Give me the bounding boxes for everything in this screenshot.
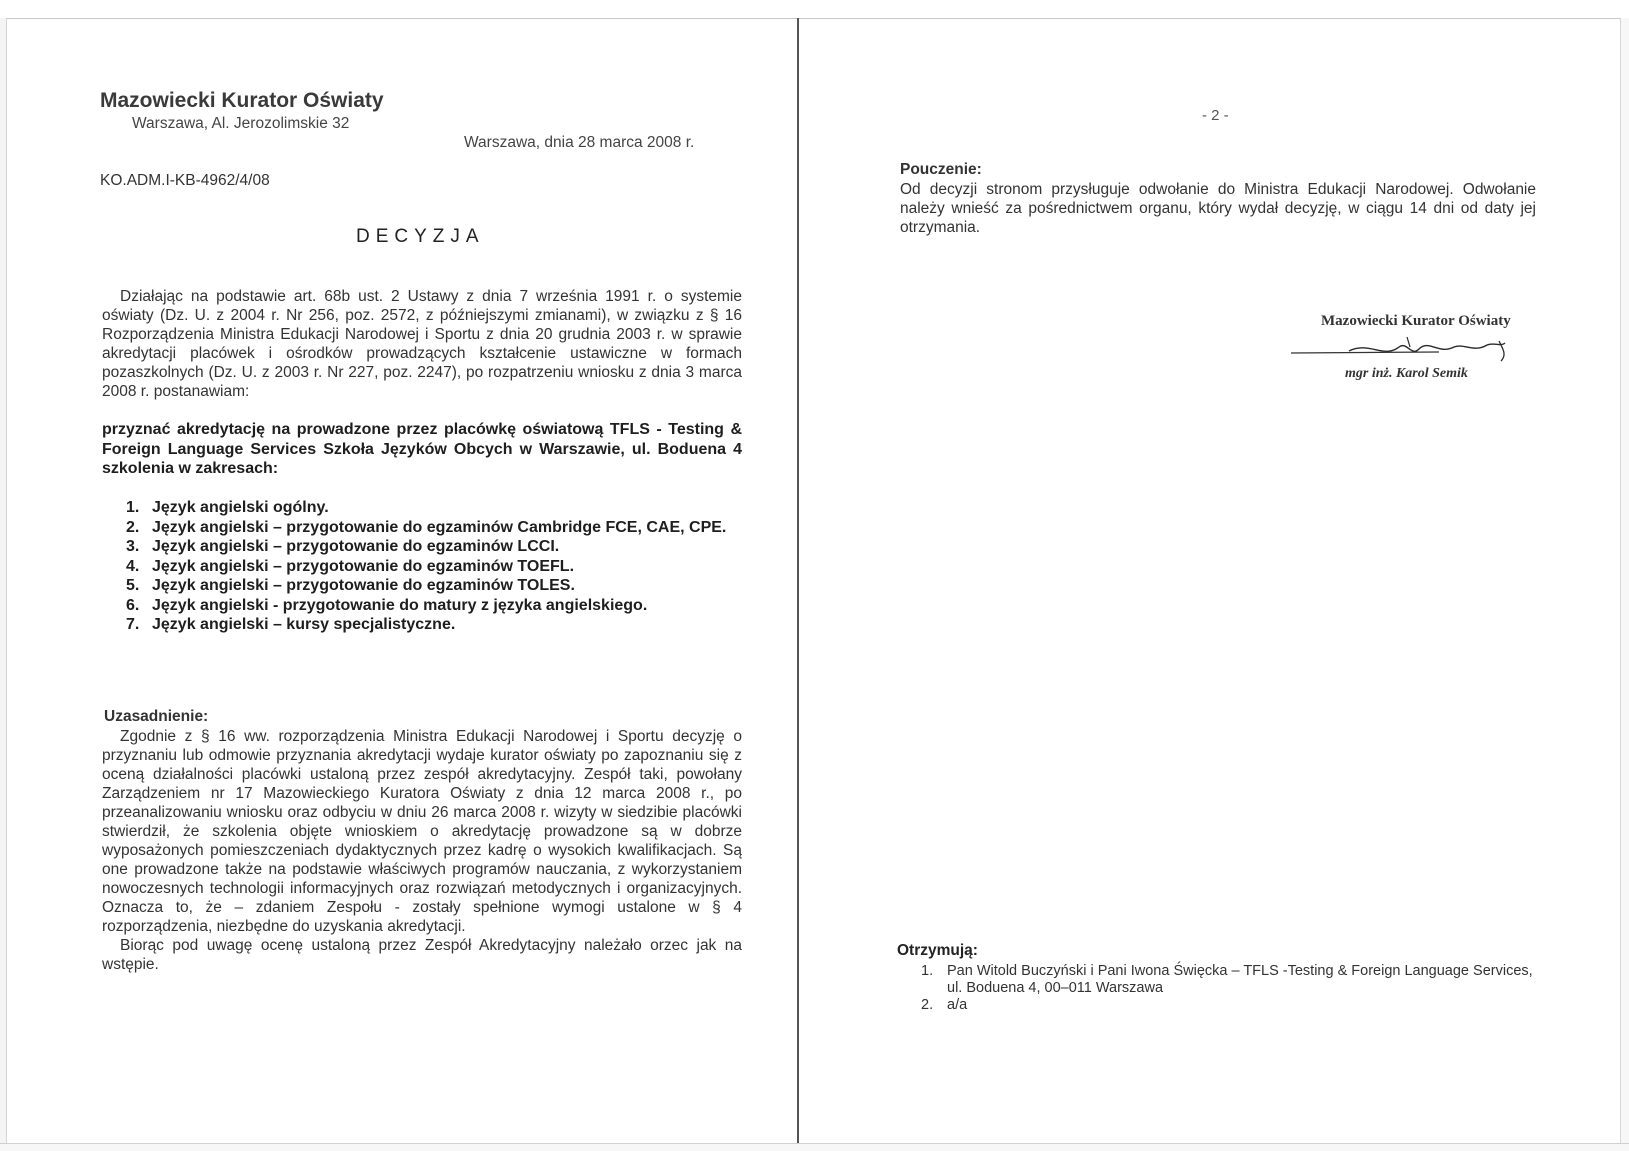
reference-number: KO.ADM.I-KB-4962/4/08 [100,172,270,189]
justification-title: Uzasadnienie: [104,708,209,725]
list-item-number: 1. [126,499,140,516]
list-item-number: 2. [921,997,934,1013]
date-line: Warszawa, dnia 28 marca 2008 r. [464,134,695,151]
list-item [126,537,742,557]
list-item-number: 7. [126,616,140,633]
list-item-text: Język angielski ogólny. [152,499,329,516]
page-number: - 2 - [1202,107,1229,124]
list-item-text: Język angielski – przygotowanie do egzaminów LCCI. [152,538,560,555]
list-item [921,997,1543,1014]
list-item-text: Język angielski - przygotowanie do matury z języka angielskiego. [152,596,648,614]
intro-paragraph: Działając na podstawie art. 68b ust. 2 Ustawy z dnia 7 września 1991 r. o systemie oświaty (Dz. U. z 2004 r. Nr 256, poz. 2572, z późniejszymi zmianami), w związku z § 16 Rozporządzenia Ministra Edukacji Narodowej i Sportu z dnia 20 grudnia 2003 r. w sprawie akredytacji placówek i ośrodków prowadzących kształcenie ustawiczne w formach pozaszkolnych (Dz. U. z 2003 r. Nr 227, poz. 2247), po rozpatrzeniu wniosku z dnia 3 marca 2008 r. postanawiam: [102,288,742,400]
list-item [126,498,742,518]
list-item [921,963,1543,997]
decision-paragraph: przyznać akredytację na prowadzone przez placówkę oświatową TFLS - Testing & Foreign Language Services Szkoła Języków Obcych w Warszawie, ul. Boduena 4 szkolenia w zakresach: [102,421,742,477]
list-item-number: 6. [126,596,140,614]
list-item-text: Język angielski – kursy specjalistyczne. [152,616,456,633]
authority-name: Mazowiecki Kurator Oświaty [100,89,384,112]
document-heading: DECYZJA [356,226,485,247]
list-item-number: 2. [126,518,140,536]
list-item-number: 5. [126,577,140,594]
justification-conclusion: Biorąc pod uwagę ocenę ustaloną przez Zespół Akredytacyjny należało orzec jak na wstępie. [102,937,742,973]
list-item-number: 1. [921,963,934,979]
left-page [0,0,797,1150]
instruction-title: Pouczenie: [900,161,982,178]
list-item [126,596,742,616]
right-page [799,0,1620,1150]
list-item-number: 4. [126,557,140,575]
training-list [126,498,742,635]
justification-paragraph: Zgodnie z § 16 ww. rozporządzenia Ministra Edukacji Narodowej i Sportu decyzję o przyznaniu lub odmowie przyznania akredytacji wydaje kurator oświaty po zapoznaniu się z oceną działalności placówki ustaloną przez zespół akredytacyjny. Zespół taki, powołany Zarządzeniem nr 17 Mazowieckiego Kuratora Oświaty z dnia 12 marca 2008 r., po przeanalizowaniu wniosku oraz odbyciu w dniu 26 marca 2008 r. wizyty w siedzibie placówki stwierdził, że szkolenia objęte wnioskiem o akredytację prowadzone są w dobrze wyposażonych pomieszczeniach dydaktycznych przez kadrę o wysokich kwalifikacjach. Są one prowadzone także na podstawie właściwych programów nauczania, z wykorzystaniem nowoczesnych technologii informacyjnych oraz rozwiązań metodycznych i organizacyjnych. Oznacza to, że – zdaniem Zespołu - zostały spełnione wymogi ustalone w § 4 rozporządzenia, niezbędne do uzyskania akredytacji. [102,728,742,935]
scan-right-edge [1620,18,1629,1143]
authority-address: Warszawa, Al. Jerozolimskie 32 [132,115,350,132]
list-item-text: a/a [947,997,968,1013]
list-item [126,576,742,596]
list-item-number: 3. [126,538,140,555]
list-item [126,518,742,538]
list-item-text: Język angielski – przygotowanie do egzaminów Cambridge FCE, CAE, CPE. [152,518,727,536]
list-item [126,557,742,577]
justification-body [102,727,742,974]
handwritten-signature [1289,333,1519,367]
recipients-list [921,963,1543,1014]
signatory-name: mgr inż. Karol Semik [1345,366,1468,381]
list-item-text: Język angielski – przygotowanie do egzaminów TOLES. [152,577,575,594]
signature-stamp-title: Mazowiecki Kurator Oświaty [1321,313,1511,329]
list-item-text: Język angielski – przygotowanie do egzaminów TOEFL. [152,557,575,575]
recipients-title: Otrzymują: [897,942,978,959]
instruction-text: Od decyzji stronom przysługuje odwołanie do Ministra Edukacji Narodowej. Odwołanie należy wnieść za pośrednictwem organu, który wydał decyzję, w ciągu 14 dni od daty jej otrzymania. [900,181,1536,236]
list-item [126,615,742,635]
list-item-text: Pan Witold Buczyński i Pani Iwona Święcka – TFLS -Testing & Foreign Language Services, ul. Boduena 4, 00–011 Warszawa [947,963,1533,996]
